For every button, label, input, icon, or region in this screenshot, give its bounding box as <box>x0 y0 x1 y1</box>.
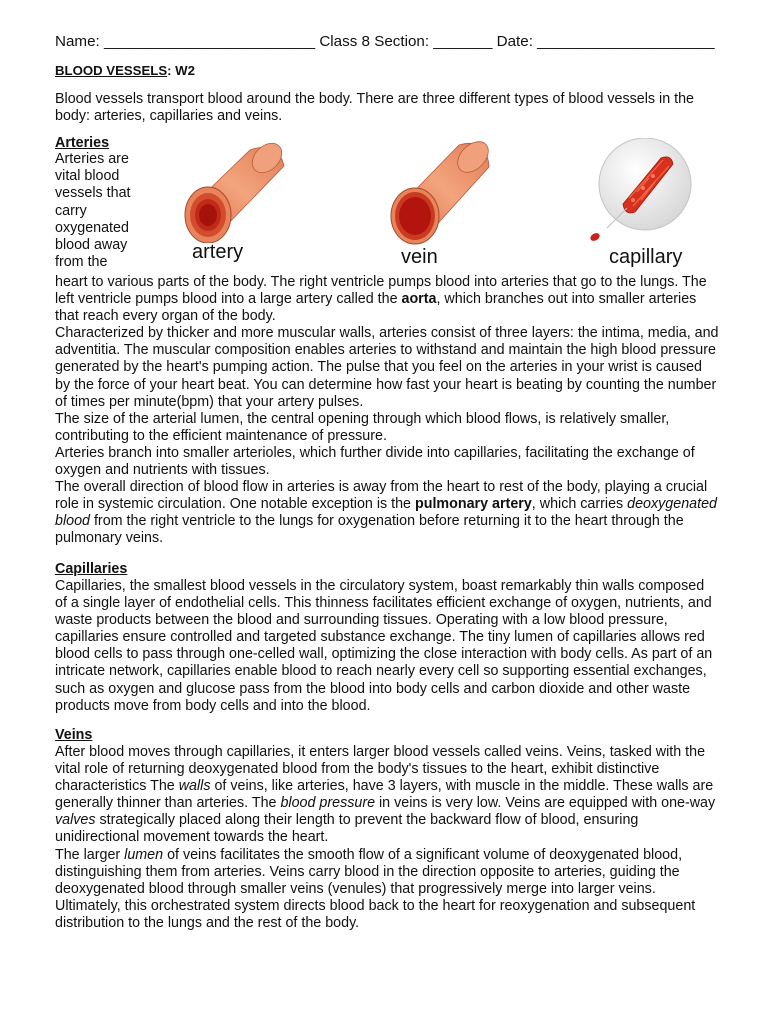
intro-paragraph: Blood vessels transport blood around the body. There are three different types of blood vessels in the body: arteries, capillaries and veins. <box>55 91 694 125</box>
veins-paragraph: After blood moves through capillaries, it enters larger blood vessels called veins. Veins, tasked with the vital role of returning deoxygenated blood from the body's tissues to the heart, exhibit distinctive characteristics The walls of veins, like arteries, have 3 layers, with muscle in the middle. These walls are generally thinner than arteries. The blood pressure in veins is very low. Veins are equipped with one-way valves strategically placed along their length to prevent the backward flow of blood, ensuring unidirectional movement towards the heart. <box>55 744 716 846</box>
capillaries-heading: Capillaries <box>55 561 128 577</box>
arteries-paragraph: The size of the arterial lumen, the central opening through which blood flows, is relatively smaller, contributing to the efficient maintenance of pressure. <box>55 410 670 444</box>
vein-illustration <box>385 135 495 245</box>
wrap-line: vessels that <box>55 185 131 202</box>
veins-heading: Veins <box>55 727 93 743</box>
arteries-intro-wrap <box>55 151 145 271</box>
arteries-heading: Arteries <box>55 135 110 151</box>
veins-paragraph: The larger lumen of veins facilitates the smooth flow of a significant volume of deoxygenated blood, distinguishing them from arteries. Veins carry blood in the direction opposite to arteries, guiding the deoxygenated blood through smaller veins (venules) that progressively merge into larger veins. Ultimately, this orchestrated system directs blood back to the heart for reoxygenation and subsequent distribution to the lungs and the rest of the body. <box>55 846 696 931</box>
capillaries-paragraph: Capillaries, the smallest blood vessels in the circulatory system, boast remarkably thin walls composed of a single layer of endothelial cells. This thinness facilitates efficient exchange of oxygen, nutrients, and waste products between the blood and surrounding tissues. Operating with a low blood pressure, capillaries ensure controlled and targeted substance exchange. The tiny lumen of capillaries allows red blood cells to pass through one-celled wall, optimizing the close interaction with body cells. As part of an intricate network, capillaries enable blood to reach nearly every cell so supporting essential exchanges, such as oxygen and glucose pass from the blood into body cells and carbon dioxide and other waste products move from body cells and into the blood. <box>55 578 713 714</box>
arteries-paragraph: heart to various parts of the body. The right ventricle pumps blood into arteries that go to the lungs. The left ventricle pumps blood into a large artery called the aorta, which branches out into smaller arteries that reach every organ of the body. <box>55 274 707 325</box>
title-main: BLOOD VESSELS <box>55 63 168 78</box>
title-suffix: : W2 <box>167 63 195 78</box>
wrap-line: carry <box>55 202 87 219</box>
wrap-line: blood away <box>55 237 128 254</box>
wrap-line: from the <box>55 254 108 271</box>
vein-label: vein <box>401 246 438 268</box>
arteries-paragraph: Characterized by thicker and more muscular walls, arteries consist of three layers: the intima, media, and adventitia. The muscular composition enables arteries to withstand and maintain the high blood pressure generated by the heart's pumping action. The pulse that you feel on the arteries in your wrist is caused by the force of your heart beat. You can determine how fast your heart is beating by counting the number of times per minute(bpm) that your artery pulses. <box>55 325 719 410</box>
arteries-body <box>55 274 720 548</box>
arteries-paragraph: The overall direction of blood flow in arteries is away from the heart to rest of the body, playing a crucial role in systemic circulation. One notable exception is the pulmonary artery, which carries deoxygenated blood from the right ventricle to the lungs for oxygenation before returning it to the heart through the pulmonary veins. <box>55 479 717 547</box>
artery-illustration <box>180 138 290 243</box>
worksheet-header: Name: _________________________ Class 8 Section: _______ Date: _____________________ <box>55 33 715 50</box>
capillary-label: capillary <box>609 246 683 268</box>
wrap-line: Arteries are <box>55 151 129 167</box>
wrap-line: vital blood <box>55 168 120 185</box>
arteries-paragraph: Arteries branch into smaller arterioles, which further divide into capillaries, facilitating the exchange of oxygen and nutrients with tissues. <box>55 444 695 479</box>
capillary-illustration <box>585 138 695 248</box>
wrap-line: oxygenated <box>55 219 129 236</box>
page-title <box>55 63 195 78</box>
artery-label: artery <box>192 241 244 263</box>
veins-body <box>55 744 720 932</box>
